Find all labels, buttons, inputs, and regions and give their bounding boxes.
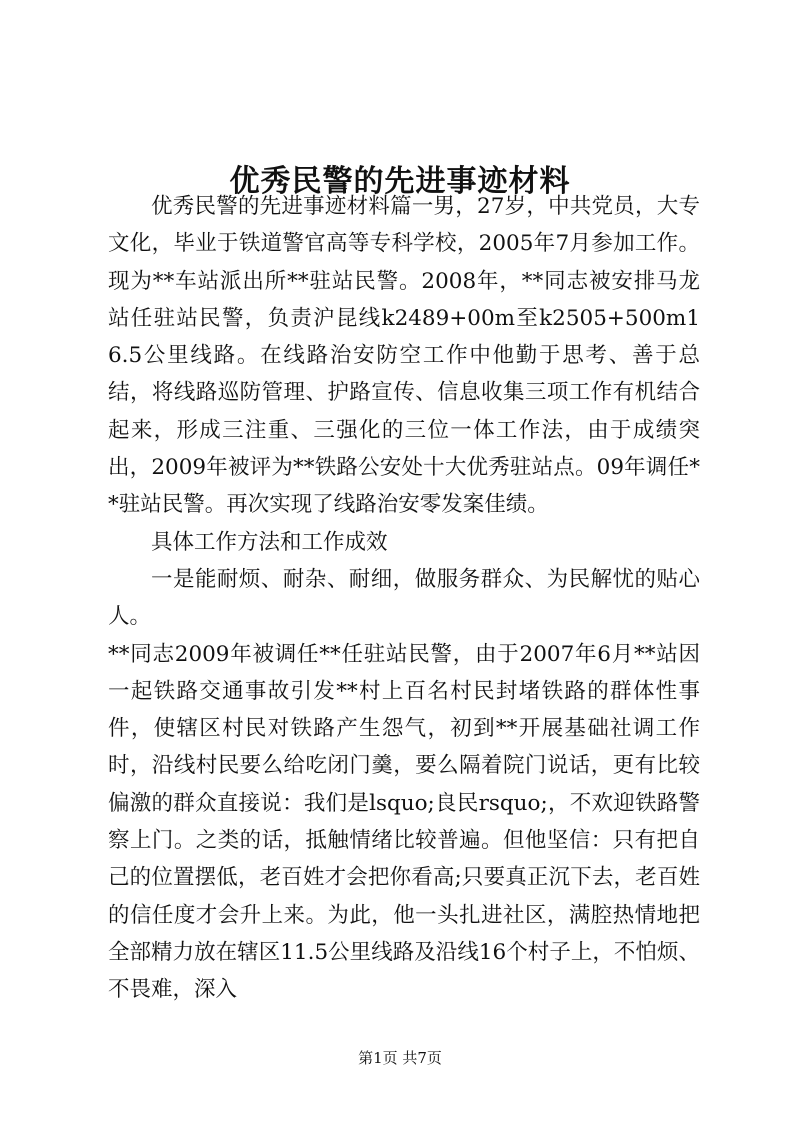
page-footer: 第1页 共7页 bbox=[358, 1049, 442, 1067]
paragraph-details: **同志2009年被调任**任驻站民警，由于2007年6月**站因一起铁路交通事故引发**村上百名村民封堵铁路的群体性事件，使辖区村民对铁路产生怨气，初到**开展基础社调工作时，沿线村民要么给吃闭门羹，要么隔着院门说话，更有比较偏激的群众直接说：我们是lsquo;良民rsquo;，不欢迎铁路警察上门。之类的话，抵触情绪比较普遍。但他坚信：只有把自己的位置摆低，老百姓才会把你看高;只要真正沉下去，老百姓的信任度才会升上来。为此，他一头扎进社区，满腔热情地把全部精力放在辖区11.5公里线路及沿线16个村子上，不怕烦、不畏难，深入 bbox=[108, 641, 700, 1003]
document-body bbox=[108, 188, 700, 1009]
paragraph-intro: 优秀民警的先进事迹材料篇一男，27岁，中共党员，大专文化，毕业于铁道警官高等专科学校，2005年7月参加工作。现为**车站派出所**驻站民警。2008年，**同志被安排马龙站任驻站民警，负责沪昆线k2489+00m至k2505+500m16.5公里线路。在线路治安防空工作中他勤于思考、善于总结，将线路巡防管理、护路宣传、信息收集三项工作有机结合起来，形成三注重、三强化的三位一体工作法，由于成绩突出，2009年被评为**铁路公安处十大优秀驻站点。09年调任**驻站民警。再次实现了线路治安零发案佳绩。 bbox=[108, 194, 700, 518]
paragraph-point-one: 一是能耐烦、耐杂、耐细，做服务群众、为民解忧的贴心人。 bbox=[108, 566, 700, 630]
document-title: 优秀民警的先进事迹材料 bbox=[229, 164, 571, 200]
section-heading: 具体工作方法和工作成效 bbox=[151, 529, 388, 555]
